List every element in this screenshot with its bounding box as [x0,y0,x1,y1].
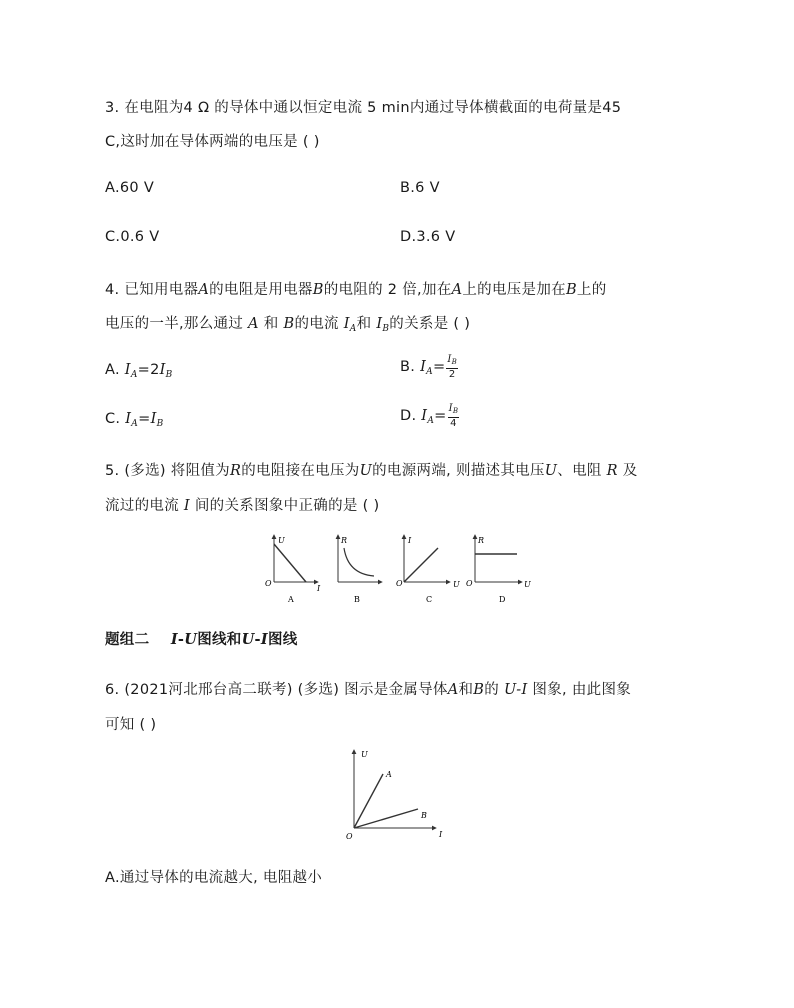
q3-option-c: C.0.6 V [105,229,160,245]
q6-line-b [354,809,418,828]
fraction-ib-over-2: $\frac{I_B}{2}$ [447,354,458,380]
graph-b [338,535,382,604]
q3-option-b: B.6 V [400,180,440,196]
q6-graph-figure [0,745,794,845]
q6-line-a-label: A [386,770,392,779]
graph-a-x-label: I [317,584,321,593]
q6-line-a [354,774,383,828]
q3-line2: C,这时加在导体两端的电压是 ( ) [105,134,320,150]
q4-option-b: B. $I_A=$ $\frac{I_B}{2}$ [400,354,458,380]
q5-line2: 流过的电流 I 间的关系图象中正确的是 ( ) [105,498,380,514]
graph-a-y-label: U [278,536,285,545]
fraction-ib-over-4: $\frac{I_B}{4}$ [448,403,459,429]
graph-c-line [404,548,438,582]
graph-a-line [274,544,306,582]
graph-d-x-label: U [524,580,531,589]
q4-option-c: C. $I_A=I_B$ [105,411,164,429]
q6-origin: O [346,832,353,841]
graph-a [265,535,321,604]
graph-a-origin: O [265,579,272,588]
q4-line2: 电压的一半,那么通过 A 和 B的电流 $I_A$和 $I_B$的关系是 ( ) [105,316,471,334]
q4-option-a: A. $I_A=2I_B$ [105,362,173,380]
q6-line2: 可知 ( ) [105,717,157,733]
q6-x-label: I [439,830,443,839]
graph-b-curve [344,548,374,576]
q4-option-d: D. $I_A=$ $\frac{I_B}{4}$ [400,403,459,429]
q3-line1: 3. 在电阻为4 Ω 的导体中通以恒定电流 5 min内通过导体横截面的电荷量是45 [105,100,622,116]
q3-option-a: A.60 V [105,180,155,196]
q6-line-b-label: B [421,811,427,820]
q3-option-d: D.3.6 V [400,229,456,245]
graph-d-caption: D [499,595,506,604]
graph-c-y-label: I [408,536,412,545]
graph-a-caption: A [288,595,294,604]
graph-d-origin: O [466,579,473,588]
graph-c-origin: O [396,579,403,588]
graph-d [466,535,531,604]
q6-line1: 6. (2021河北邢台高二联考) (多选) 图示是金属导体A和B的 U-I 图象, 由此图象 [105,682,632,698]
graph-b-caption: B [354,595,360,604]
q6-option-a: A.通过导体的电流越大, 电阻越小 [105,870,323,886]
graph-c [396,535,460,604]
section-heading: 题组二 I-U图线和U-I图线 [105,631,298,648]
graph-b-y-label: R [341,536,348,545]
graph-d-y-label: R [478,536,485,545]
q5-graphs-figure [0,530,794,610]
graph-c-x-label: U [453,580,460,589]
q6-y-label: U [361,750,368,759]
graph-c-caption: C [426,595,433,604]
q4-line1: 4. 已知用电器A的电阻是用电器B的电阻的 2 倍,加在A上的电压是加在B上的 [105,282,607,298]
q5-line1: 5. (多选) 将阻值为R的电阻接在电压为U的电源两端, 则描述其电压U、电阻 R 及 [105,463,638,479]
